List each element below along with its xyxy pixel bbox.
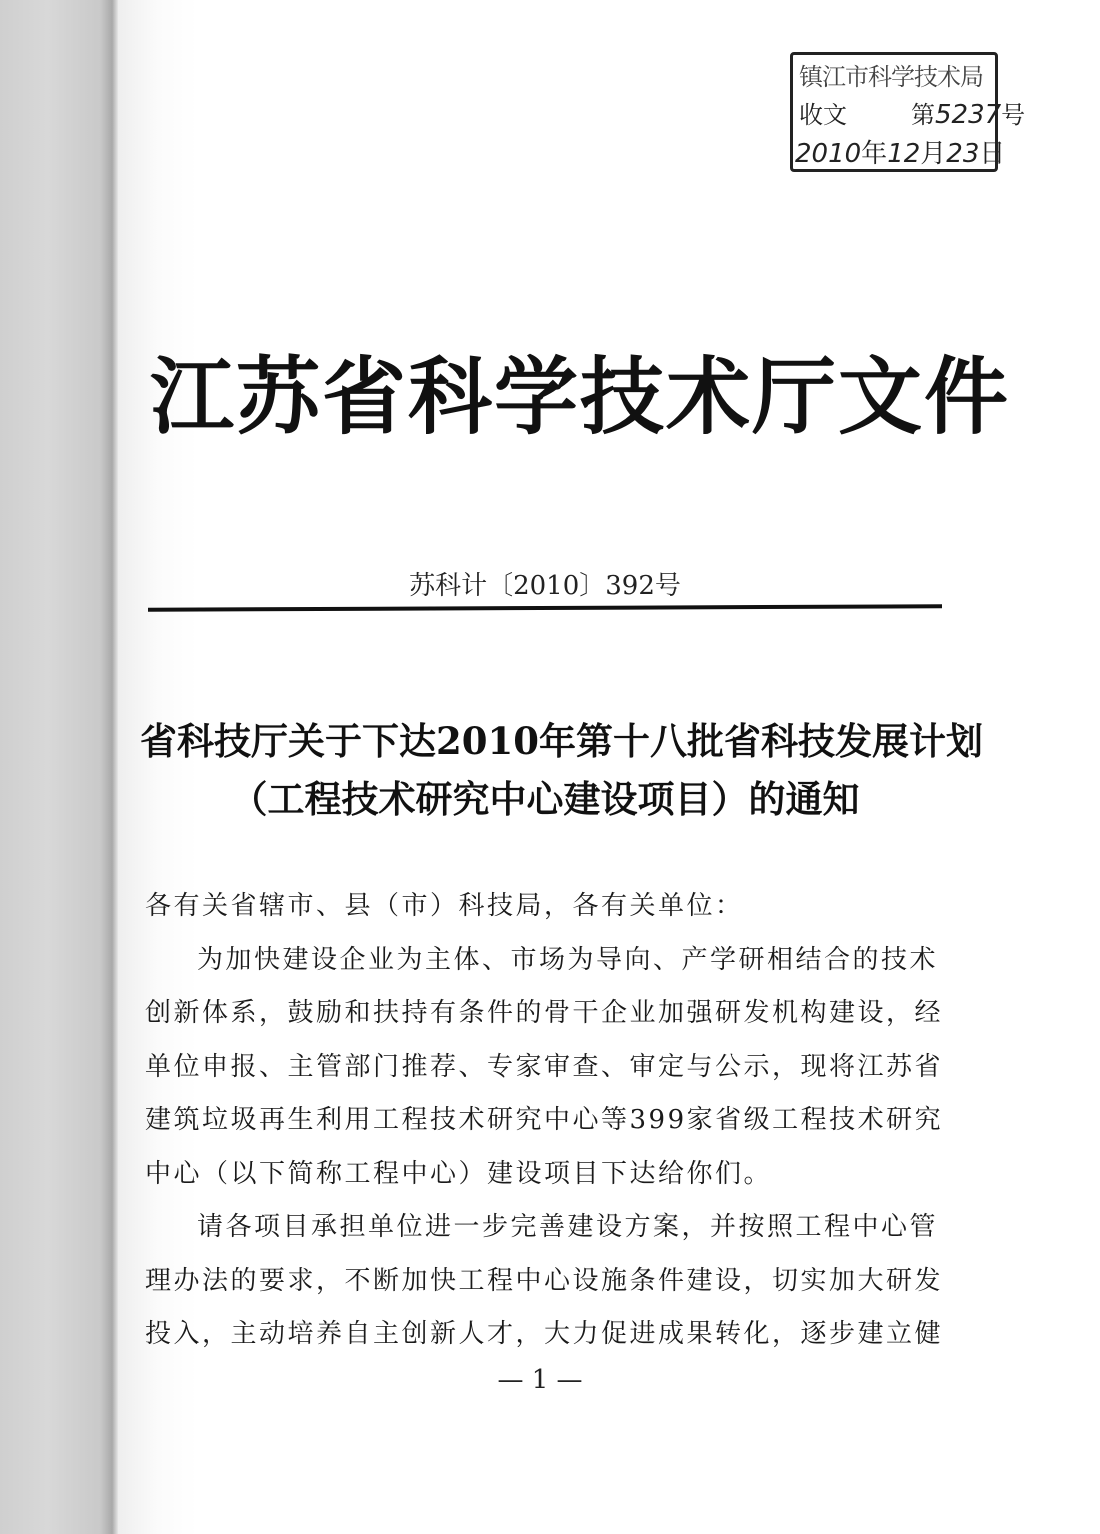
- paragraph-line: 理办法的要求，不断加快工程中心设施条件建设，切实加大研发: [145, 1265, 944, 1296]
- paragraph-line: 中心（以下简称工程中心）建设项目下达给你们。: [145, 1158, 773, 1189]
- handwritten-year: 2010: [795, 139, 862, 169]
- paragraph-line: 请各项目承担单位进一步完善建设方案，并按照工程中心管: [197, 1212, 939, 1242]
- stamp-receipt-number: 第5237号: [911, 100, 1026, 130]
- document-number: 苏科计〔2010〕392号: [409, 571, 681, 601]
- document-header-title: 江苏省科学技术厅文件: [150, 347, 1011, 446]
- paragraph-1: [145, 934, 945, 1202]
- handwritten-month: 12: [887, 139, 921, 169]
- salutation: 各有关省辖市、县（市）科技局，各有关单位：: [145, 891, 744, 921]
- stamp-received-label: 收文: [799, 101, 847, 129]
- paragraph-2: [145, 1201, 945, 1362]
- paragraph-line: 投入，主动培养自主创新人才，大力促进成果转化，逐步建立健: [145, 1319, 944, 1349]
- stamp-date-row: 2010年12月23日: [795, 139, 1006, 169]
- paragraph-line: 建筑垃圾再生利用工程技术研究中心等399家省级工程技术研究: [145, 1105, 944, 1135]
- stamp-receipt-row: [799, 95, 1026, 130]
- handwritten-day: 23: [946, 139, 980, 169]
- paragraph-line: 单位申报、主管部门推荐、专家审查、审定与公示，现将江苏省: [145, 1051, 944, 1082]
- page-number: — 1 —: [497, 1365, 583, 1395]
- notice-subject: [140, 712, 983, 828]
- received-stamp: [790, 52, 1026, 172]
- book-binding-gutter: [0, 0, 118, 1534]
- notice-body: [145, 880, 945, 1362]
- subject-line-2: （工程技术研究中心建设项目）的通知: [230, 777, 860, 821]
- subject-line-1: 省科技厅关于下达2010年第十八批省科技发展计划: [140, 719, 983, 763]
- paragraph-line: 为加快建设企业为主体、市场为导向、产学研相结合的技术: [197, 944, 939, 975]
- stamp-org: 镇江市科学技术局: [799, 63, 983, 91]
- paragraph-line: 创新体系，鼓励和扶持有条件的骨干企业加强研发机构建设，经: [145, 998, 944, 1028]
- handwritten-number: 5237: [935, 100, 1002, 130]
